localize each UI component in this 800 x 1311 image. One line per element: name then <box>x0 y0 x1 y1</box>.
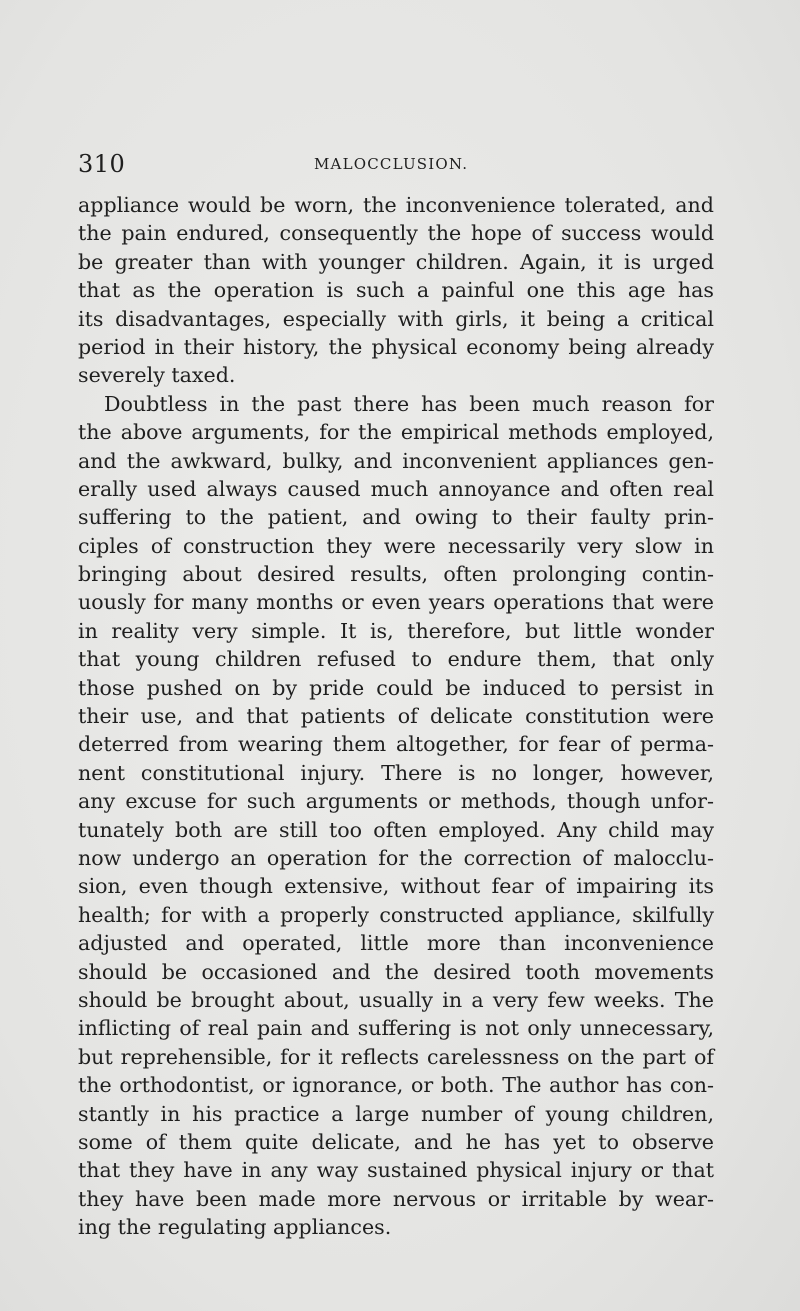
text-line: the above arguments, for the empirical methods employed, <box>78 420 714 445</box>
page-header <box>78 150 714 184</box>
text-line: any excuse for such arguments or methods, though unfor- <box>78 789 714 814</box>
text-line: the orthodontist, or ignorance, or both. The author has con- <box>78 1073 714 1098</box>
text-line: that young children refused to endure them, that only <box>78 647 714 672</box>
text-line: erally used always caused much annoyance and often real <box>78 476 714 501</box>
page-number: 310 <box>78 150 126 178</box>
text-line: in reality very simple. It is, therefore, but little wonder <box>78 618 714 643</box>
text-line: that as the operation is such a painful one this age has <box>78 278 714 303</box>
text-line: ing the regulating appliances. <box>78 1215 392 1240</box>
text-line: ciples of construction they were necessarily very slow in <box>78 533 714 558</box>
text-line: those pushed on by pride could be induced to persist in <box>78 675 714 700</box>
text-line: nent constitutional injury. There is no longer, however, <box>78 760 714 785</box>
text-line: bringing about desired results, often prolonging contin- <box>78 562 714 587</box>
text-line: severely taxed. <box>78 363 236 388</box>
text-line: that they have in any way sustained physical injury or that <box>78 1158 714 1183</box>
text-line: now undergo an operation for the correction of malocclu- <box>78 845 714 870</box>
text-line: suffering to the patient, and owing to their faulty prin- <box>78 505 714 530</box>
text-line: inflicting of real pain and suffering is not only unnecessary, <box>78 1016 714 1041</box>
text-line: its disadvantages, especially with girls, it being a critical <box>78 306 714 331</box>
text-line: but reprehensible, for it reflects carelessness on the part of <box>78 1044 714 1069</box>
text-line: the pain endured, consequently the hope of success would <box>78 221 714 246</box>
text-line: appliance would be worn, the inconvenience tolerated, and <box>78 193 714 217</box>
text-line: some of them quite delicate, and he has yet to observe <box>78 1129 714 1154</box>
running-title: MALOCCLUSION. <box>314 155 469 173</box>
text-line: period in their history, the physical economy being already <box>78 334 714 359</box>
text-line: and the awkward, bulky, and inconvenient appliances gen- <box>78 448 714 473</box>
text-line: be greater than with younger children. Again, it is urged <box>78 249 714 274</box>
body-text <box>78 191 714 1241</box>
text-line: should be occasioned and the desired tooth movements <box>78 959 714 984</box>
text-line: they have been made more nervous or irritable by wear- <box>78 1186 714 1211</box>
text-line: deterred from wearing them altogether, for fear of perma- <box>78 732 714 757</box>
text-line: their use, and that patients of delicate constitution were <box>78 704 714 729</box>
text-line: should be brought about, usually in a very few weeks. The <box>78 987 714 1012</box>
text-line: stantly in his practice a large number of young children, <box>78 1101 714 1126</box>
text-line: health; for with a properly constructed appliance, skilfully <box>78 902 714 927</box>
text-line: tunately both are still too often employed. Any child may <box>78 817 714 842</box>
text-line: uously for many months or even years operations that were <box>78 590 714 615</box>
text-line: sion, even though extensive, without fear of impairing its <box>78 874 714 899</box>
text-line: adjusted and operated, little more than inconvenience <box>78 931 714 956</box>
paragraph-start-line: Doubtless in the past there has been much reason for <box>104 391 714 416</box>
